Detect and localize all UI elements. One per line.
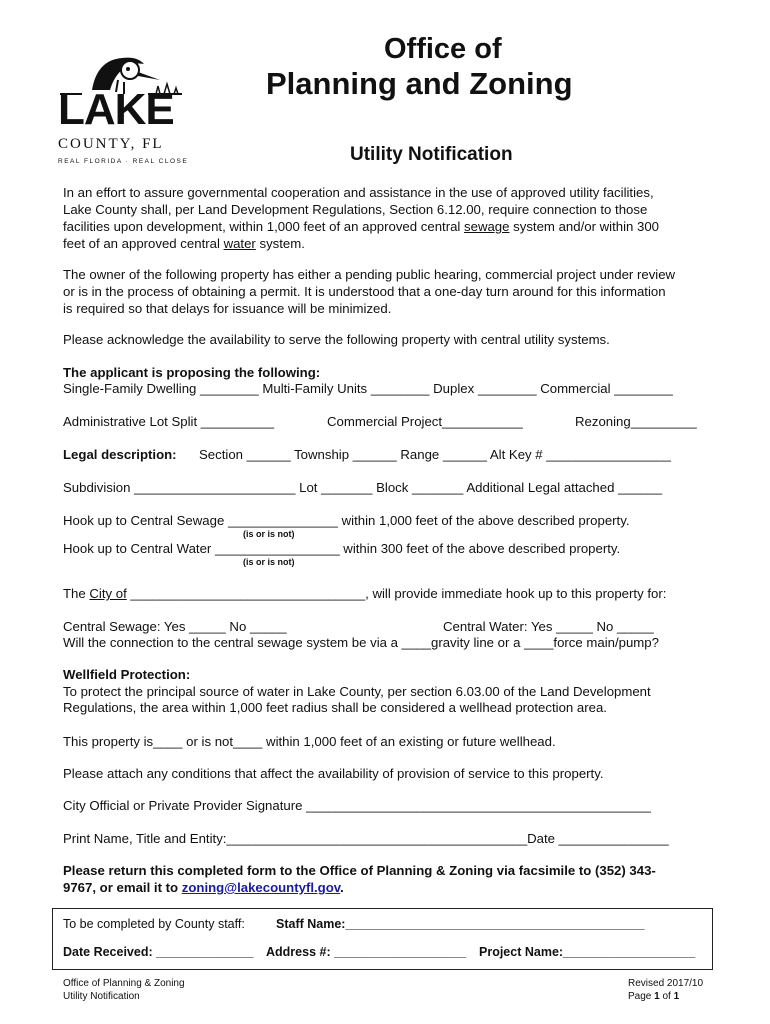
legal-description-fields[interactable]: Section ______ Township ______ Range ______ Alt Key # _________________ — [199, 447, 671, 462]
print-name-date-field[interactable]: Print Name, Title and Entity:_________________________________________Date _______________ — [63, 831, 669, 846]
water-hookup-field[interactable]: Hook up to Central Water _________________ within 300 feet of the above described property. — [63, 541, 621, 556]
acknowledge-text: Please acknowledge the availability to serve the following property with central utility systems. — [63, 332, 610, 347]
owner-paragraph: The owner of the following property has either a pending public hearing, commercial project under review or is in the process of obtaining a permit. It is understood that a one-day turn around for this information is required so that delays for issuance will be minimized. — [63, 267, 676, 316]
wellfield-heading: Wellfield Protection: — [63, 667, 191, 682]
wellhead-field[interactable]: This property is____ or is not____ within 1,000 feet of an existing or future wellhead. — [63, 734, 556, 749]
email-link[interactable]: zoning@lakecountyfl.gov — [181, 880, 341, 895]
return-instructions-line2: 9767, or email it to zoning@lakecountyfl.gov. — [63, 880, 344, 895]
sewage-is-or-is-not-note: (is or is not) — [243, 529, 295, 539]
lake-county-logo — [52, 50, 192, 170]
footer-office: Office of Planning & Zoning — [63, 978, 185, 989]
footer-revised: Revised 2017/10 — [628, 978, 704, 989]
conditions-text: Please attach any conditions that affect the availability of provision of service to this property. — [63, 766, 604, 781]
water-is-or-is-not-note: (is or is not) — [243, 557, 295, 567]
county-staff-box — [52, 908, 713, 970]
central-water-yes-no[interactable]: Central Water: Yes _____ No _____ — [443, 619, 654, 634]
form-subtitle: Utility Notification — [350, 144, 513, 165]
intro-line: feet of an approved central water system. — [63, 236, 305, 251]
logo-county-text: COUNTY, FL — [58, 136, 164, 152]
footer-left — [63, 977, 185, 1003]
logo-tagline: REAL FLORIDA · REAL CLOSE — [58, 158, 189, 165]
logo-lake-text: LAKE — [58, 85, 174, 134]
city-field[interactable]: The City of ________________________________, will provide immediate hook up to this property for: — [63, 586, 667, 601]
return-instructions-line1: Please return this completed form to the Office of Planning & Zoning via facsimile to (352) 343- — [63, 863, 656, 878]
rezoning-field[interactable]: Rezoning_________ — [575, 414, 697, 429]
subdivision-fields[interactable]: Subdivision ______________________ Lot _______ Block _______ Additional Legal attached ______ — [63, 480, 663, 495]
intro-line: facilities upon development, within 1,000 feet of an approved central sewage system and/or within 300 — [63, 219, 660, 234]
city-of-word: City of — [89, 586, 127, 601]
footer-form-name: Utility Notification — [63, 991, 140, 1002]
sewage-word: sewage — [464, 219, 510, 234]
intro-paragraph — [63, 184, 713, 252]
page-title-line2: Planning and Zoning — [266, 66, 573, 101]
staff-name-field[interactable]: Staff Name:___________________________________________ — [276, 917, 645, 931]
sewage-hookup-field[interactable]: Hook up to Central Sewage _______________ within 1,000 feet of the above described property. — [63, 513, 630, 528]
water-word: water — [223, 236, 256, 251]
connection-type-field[interactable]: Will the connection to the central sewage system be via a ____gravity line or a ____force main/pump? — [63, 635, 659, 650]
admin-lot-split-field[interactable]: Administrative Lot Split __________ — [63, 414, 275, 429]
address-number-field[interactable]: Address #: ___________________ — [266, 945, 467, 959]
wellfield-text-line: To protect the principal source of water in Lake County, per section 6.03.00 of the Land Development — [63, 684, 651, 699]
intro-line: In an effort to assure governmental cooperation and assistance in the use of approved utility facilities, — [63, 185, 654, 200]
central-sewage-yes-no[interactable]: Central Sewage: Yes _____ No _____ — [63, 619, 287, 634]
dwelling-type-fields[interactable]: Single-Family Dwelling ________ Multi-Family Units ________ Duplex ________ Commercial ________ — [63, 381, 673, 396]
signature-field[interactable]: City Official or Private Provider Signature _______________________________________________ — [63, 798, 651, 813]
intro-line: Lake County shall, per Land Development Regulations, Section 6.12.00, require connection to those — [63, 202, 648, 217]
footer-right — [628, 977, 703, 1003]
project-name-field[interactable]: Project Name:___________________ — [479, 945, 696, 959]
footer-page-number: Page 1 of 1 — [628, 991, 680, 1002]
staff-label: To be completed by County staff: — [63, 917, 245, 931]
date-received-field[interactable]: Date Received: ______________ — [63, 945, 254, 959]
legal-description-label: Legal description: — [63, 447, 177, 462]
wellfield-text-line: Regulations, the area within 1,000 feet radius shall be considered a wellhead protection area. — [63, 700, 607, 715]
proposal-heading: The applicant is proposing the following: — [63, 365, 321, 380]
page-title-line1: Office of — [384, 33, 502, 65]
commercial-project-field[interactable]: Commercial Project___________ — [327, 414, 523, 429]
